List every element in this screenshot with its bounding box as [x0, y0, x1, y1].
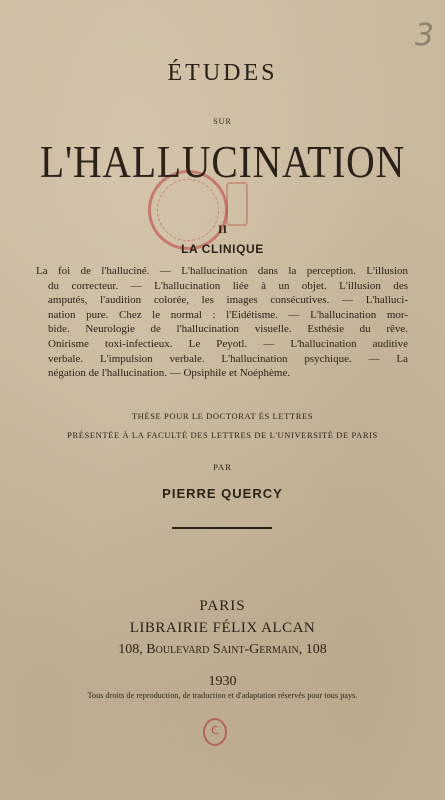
summary-line: nation pure. Chez le normal : l'Eidétisme. — L'hallucination mor- — [48, 308, 408, 321]
ownership-stamp-icon — [203, 718, 227, 746]
publisher-address: 108, Boulevard Saint-Germain, 108 — [118, 642, 327, 657]
thesis-line: THÈSE POUR LE DOCTORAT ÈS LETTRES — [131, 411, 314, 421]
divider-rule — [172, 527, 272, 529]
publisher-city: PARIS — [199, 598, 246, 614]
title-connector: SUR — [213, 117, 232, 126]
volume-number: II — [217, 222, 228, 236]
summary-line: du correcteur. — L'hallucination liée à un objet. L'illusion des — [48, 279, 408, 292]
part-title: LA CLINIQUE — [181, 242, 264, 256]
summary-line: bide. Neurologie de l'hallucination visuelle. Esthésie du rêve. — [48, 323, 408, 336]
series-title: ÉTUDES — [167, 60, 278, 86]
ownership-stamp-letter: C — [211, 724, 219, 737]
main-title: L'HALLUCINATION — [39, 136, 406, 187]
library-stamp-mark-icon — [226, 182, 248, 226]
contents-summary — [36, 264, 408, 381]
thesis-faculty-line: PRÉSENTÉE À LA FACULTÉ DES LETTRES DE L'UNIVERSITÉ DE PARIS — [67, 430, 378, 440]
rights-notice: Tous droits de reproduction, de traduction et d'adaptation réservés pour tous pays. — [87, 691, 358, 700]
publisher-name: LIBRAIRIE FÉLIX ALCAN — [129, 620, 316, 636]
summary-line: négation de l'hallucination. — Opsiphile et Noéphème. — [48, 367, 291, 380]
publication-year: 1930 — [208, 674, 237, 689]
summary-line: verbale. L'impulsion verbale. L'hallucination psychique. — La — [48, 352, 408, 365]
summary-line: La foi de l'halluciné. — L'hallucination dans la perception. L'illusion — [36, 265, 408, 277]
summary-line: amputés, l'audition colorée, les images consécutives. — L'halluci- — [48, 294, 408, 307]
by-label: PAR — [213, 462, 232, 472]
summary-line: Onirisme toxi-infectieux. Le Peyotl. — L'hallucination auditive — [48, 337, 408, 350]
pencil-shelf-mark: 3 — [414, 18, 435, 53]
author-name: PIERRE QUERCY — [162, 486, 283, 501]
